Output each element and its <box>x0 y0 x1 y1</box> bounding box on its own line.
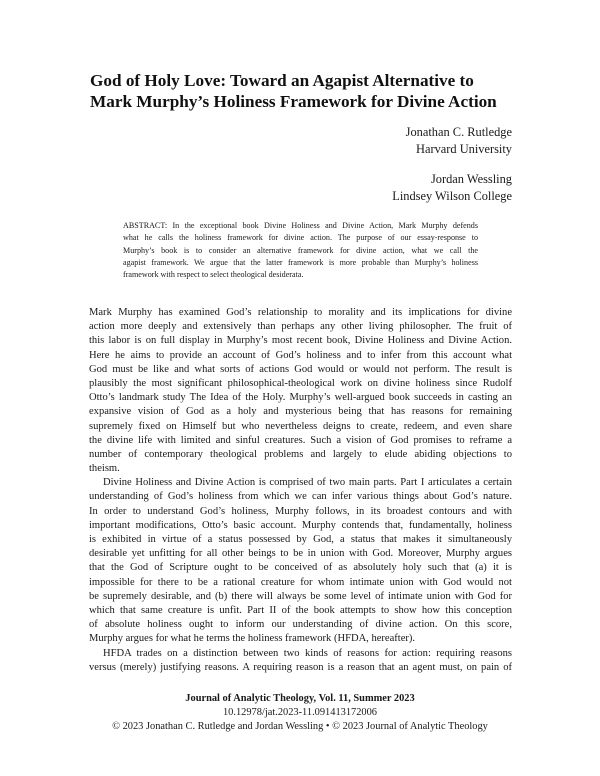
body-line: of absolute holiness ought to inform our understanding of divine action. On this score, <box>89 619 512 631</box>
body-line: the divine life with limited and sinful creatures. Such a vision of God promises to reframe a <box>89 434 512 446</box>
author-affiliation: Harvard University <box>416 141 512 156</box>
body-line: In order to understand God’s holiness, Murphy follows, in its broadest contours and with <box>89 505 512 517</box>
body-line: important modifications, Otto’s basic account. Murphy contends that, fundamentally, holiness <box>89 519 512 531</box>
body-line: understanding of God’s holiness from which we can infer various things about God’s nature. <box>89 491 512 503</box>
body-line: plausibly the most significant philosophical-theological work on divine holiness since Rudolf <box>89 377 512 389</box>
body-line: desirable yet unfitting for all other beings to be in union with God. Moreover, Murphy argues <box>89 548 512 560</box>
abstract <box>123 220 478 281</box>
title-line: Mark Murphy’s Holiness Framework for Divine Action <box>90 92 497 111</box>
journal-citation: Journal of Analytic Theology, Vol. 11, Summer 2023 <box>185 693 415 704</box>
body-line: versus (merely) justifying reasons. A requiring reason is a reason that an agent must, on pain of <box>89 661 512 673</box>
body-line: Mark Murphy has examined God’s relationship to morality and its implications for divine <box>89 307 512 318</box>
abstract-line: Murphy’s book is to consider an alternative framework for divine action, what we call the <box>123 245 478 255</box>
body-line: be supremely desirable, and (b) there will always be some level of intimate union with God for <box>89 590 512 602</box>
abstract-line: framework with respect to select theological desiderata. <box>123 270 304 280</box>
body-line: this labor is on full display in Murphy’s most recent book, Divine Holiness and Divine Action. <box>89 335 512 347</box>
body-text <box>89 306 512 675</box>
body-line: Here he aims to provide an account of God’s holiness and to infer from this account what <box>89 349 512 361</box>
body-line: supremely fixed on Himself but who nevertheless deigns to create, redeem, and even share <box>89 420 512 432</box>
author-name: Jonathan C. Rutledge <box>405 125 512 139</box>
body-line: is exhibited in virtue of a status possessed by God, a status that makes it simultaneously <box>89 534 512 545</box>
author-affiliation: Lindsey Wilson College <box>392 188 512 203</box>
page-footer <box>0 692 600 734</box>
body-line: number of contemporary theological problems and largely to elude abiding objections to <box>89 448 512 460</box>
body-line: theism. <box>89 463 120 475</box>
author-name: Jordan Wessling <box>430 172 512 186</box>
body-line: Otto’s landmark study The Idea of the Holy. Murphy’s well-argued book succeeds in casting an <box>89 392 512 404</box>
body-line: God must be like and what sorts of actions God would or would not perform. The result is <box>89 363 512 375</box>
copyright-notice: © 2023 Jonathan C. Rutledge and Jordan Wessling • © 2023 Journal of Analytic Theology <box>112 721 488 732</box>
title-line: God of Holy Love: Toward an Agapist Alternative to <box>90 71 474 90</box>
body-line: action more deeply and extensively than perhaps any other living philosopher. The fruit of <box>89 321 512 333</box>
body-line: Murphy argues for what he terms the holiness framework (HFDA, hereafter). <box>89 633 416 645</box>
body-line: which that same creature is unfit. Part II of the book attempts to show how this conception <box>89 604 512 616</box>
body-line: expansive vision of God as a holy and mysterious being that has reasons for remaining <box>89 406 512 418</box>
body-line: Divine Holiness and Divine Action is comprised of two main parts. Part I articulates a certain <box>103 477 512 489</box>
doi: 10.12978/jat.2023-11.091413172006 <box>222 707 378 718</box>
paper-title <box>90 70 520 112</box>
author-block <box>392 124 512 204</box>
body-line: HFDA trades on a distinction between two kinds of reasons for action: requiring reasons <box>103 647 512 659</box>
abstract-line: ABSTRACT: In the exceptional book Divine Holiness and Divine Action, Mark Murphy defends <box>123 221 478 230</box>
body-line: impossible for there to be a rational creature for whom intimate union with God would not <box>89 576 512 588</box>
abstract-line: agapist framework. We argue that the latter framework is more probable than Murphy’s holiness <box>123 257 478 267</box>
abstract-line: what he calls the holiness framework for divine action. The purpose of our essay-response to <box>123 233 478 243</box>
body-line: that the God of Scripture ought to be conceived of as absolutely holy such that (a) it is <box>89 562 512 574</box>
